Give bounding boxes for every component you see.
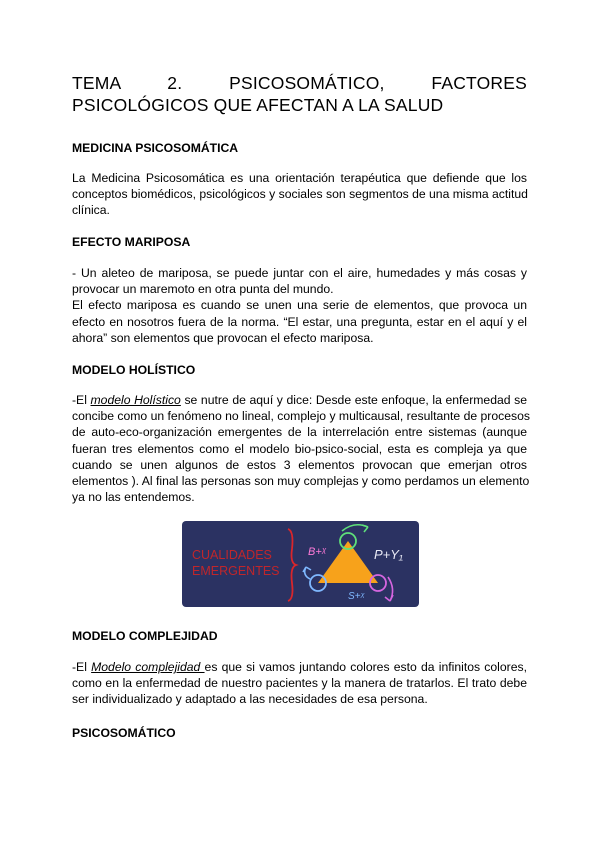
label-s: S+ᵡ xyxy=(348,591,365,602)
paragraph-line: concibe como un fenómeno no lineal, complejo y multicausal, resultante de procesos xyxy=(72,409,530,424)
paragraph-line: de auto-eco-organización emergentes de la interrelación entre sistemas (aunque xyxy=(72,425,527,440)
term-modelo-complejidad: Modelo complejidad xyxy=(91,660,205,674)
line-prefix: -El xyxy=(72,660,92,674)
title-line-2: PSICOLÓGICOS QUE AFECTAN A LA SALUD xyxy=(72,95,444,115)
paragraph-line: cuando se unen algunos de estos 3 elementos provocan que emerjan otros xyxy=(72,457,527,472)
figure-svg xyxy=(182,519,419,607)
paragraph-medicina xyxy=(72,170,527,219)
figure-text-emergentes: EMERGENTES xyxy=(192,564,280,578)
paragraph-line: fueran tres elementos como el modelo bio-psico-social, esta es compleja ya que xyxy=(72,441,527,456)
paragraph-line: ser individualizado y adaptado a las necesidades de esa persona. xyxy=(72,692,428,707)
line-prefix: -El xyxy=(72,393,91,407)
heading-psicosomatico: PSICOSOMÁTICO xyxy=(72,726,176,740)
figure-text-cualidades: CUALIDADES xyxy=(192,548,272,562)
paragraph-line: conceptos biomédicos, psicológicos y sociales son segmentos de una misma actitud xyxy=(72,187,528,202)
line-rest: se nutre de aquí y dice: Desde este enfoque, la enfermedad se xyxy=(180,393,528,407)
term-modelo-holistico: modelo Holístico xyxy=(90,393,181,407)
label-b: B+ᵡ xyxy=(308,546,326,558)
line-rest: es que si vamos juntando colores esto da infinitos colores, xyxy=(204,660,527,674)
paragraph-line xyxy=(72,659,527,675)
paragraph-line: ya no las entendemos. xyxy=(72,490,195,505)
paragraph-line: efecto en nosotros fuera de la norma. “El estar, una pregunta, estar en el aquí y el xyxy=(72,314,527,329)
paragraph-line: como en la enfermedad de nuestro pacientes y la manera de tratarlos. El trato debe xyxy=(72,676,527,691)
title-line-1: TEMA 2. PSICOSOMÁTICO, FACTORES xyxy=(72,73,527,93)
page-title xyxy=(72,72,527,116)
heading-efecto-mariposa: EFECTO MARIPOSA xyxy=(72,235,191,249)
paragraph-line: - Un aleteo de mariposa, se puede juntar con el aire, humedades y más cosas y xyxy=(72,266,527,280)
heading-modelo-holistico: MODELO HOLÍSTICO xyxy=(72,363,196,377)
paragraph-line: clínica. xyxy=(72,203,110,218)
paragraph-line xyxy=(72,392,527,408)
paragraph-line: El efecto mariposa es cuando se unen una serie de elementos, que provoca un xyxy=(72,298,527,313)
heading-modelo-complejidad: MODELO COMPLEJIDAD xyxy=(72,629,218,643)
label-p: P+Y₁ xyxy=(374,547,404,562)
paragraph-line: La Medicina Psicosomática es una orientación terapéutica que defiende que los xyxy=(72,171,527,185)
paragraph-line: elementos ). Al final las personas son muy complejas y como perdamos un elemento xyxy=(72,474,530,489)
paragraph-line: ahora” son elementos que provocan el efecto mariposa. xyxy=(72,330,374,345)
paragraph-line: provocar un maremoto en otra punta del mundo. xyxy=(72,282,334,297)
paragraph-modelo-holistico xyxy=(72,392,530,505)
paragraph-modelo-complejidad xyxy=(72,659,527,708)
paragraph-efecto-mariposa xyxy=(72,265,527,346)
emergent-qualities-figure xyxy=(182,519,419,607)
heading-medicina: MEDICINA PSICOSOMÁTICA xyxy=(72,141,239,155)
